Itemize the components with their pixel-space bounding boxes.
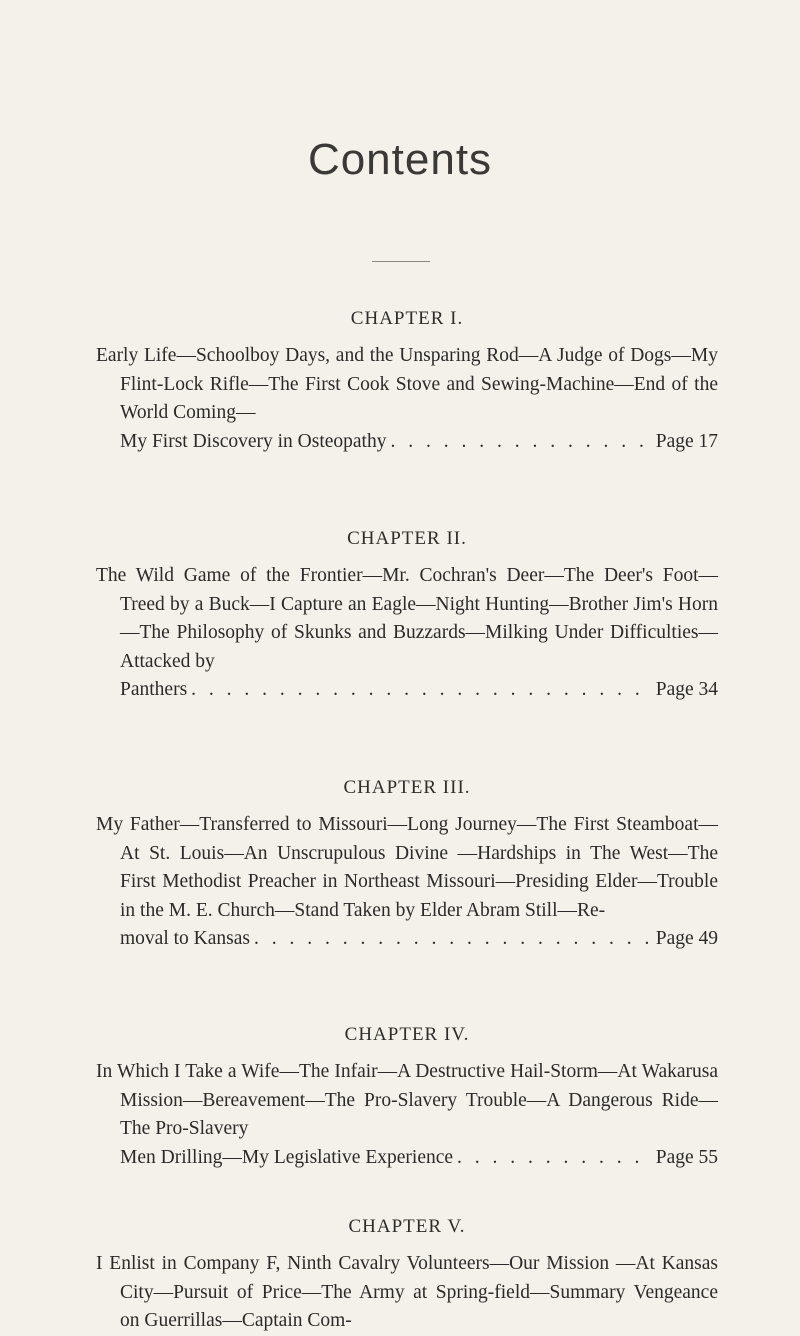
dot-leader — [390, 428, 651, 457]
toc-entry-line[interactable] — [120, 676, 718, 705]
chapter-5 — [96, 1216, 718, 1336]
chapter-summary — [96, 562, 718, 705]
chapter-4 — [96, 1024, 718, 1172]
dot-leader — [457, 1144, 652, 1173]
chapter-summary — [96, 811, 718, 954]
page-title: Contents — [307, 135, 493, 184]
page-reference: Page 49 — [655, 928, 718, 950]
toc-entry-line[interactable] — [120, 1144, 718, 1173]
chapter-summary-text: The Wild Game of the Frontier—Mr. Cochran's Deer—The Deer's Foot—Treed by a Buck—I Capture an Eagle—Night Hunting—Brother Jim's Horn—The Philosophy of Skunks and Buzzards—Milking Under Difficulties—Attacked by — [96, 565, 718, 672]
chapter-heading: CHAPTER III. — [343, 777, 471, 798]
chapter-summary-last-line: moval to Kansas — [120, 928, 250, 950]
chapter-heading: CHAPTER I. — [350, 308, 464, 329]
chapter-summary-text: In Which I Take a Wife—The Infair—A Destructive Hail-Storm—At Wakarusa Mission—Bereavement—The Pro-Slavery Trouble—A Dangerous Ride—The Pro-Slavery — [96, 1061, 718, 1140]
chapter-summary-last-line: Men Drilling—My Legislative Experience — [120, 1146, 454, 1168]
chapter-summary — [96, 1250, 718, 1336]
page-reference: Page 17 — [655, 430, 718, 452]
toc-entry-line[interactable] — [120, 428, 718, 457]
chapter-heading: CHAPTER IV. — [344, 1024, 470, 1045]
chapter-summary-last-line: Panthers — [120, 679, 188, 701]
chapter-3 — [96, 777, 718, 954]
chapter-1 — [96, 308, 718, 456]
chapter-summary-text: My Father—Transferred to Missouri—Long Journey—The First Steamboat—At St. Louis—An Unscrupulous Divine —Hardships in The West—The First Methodist Preacher in Northeast Missouri—Presiding Elder—Trouble in the M. E. Church—Stand Taken by Elder Abram Still—Re- — [96, 814, 718, 921]
chapter-summary-last-line: My First Discovery in Osteopathy — [120, 430, 387, 452]
dot-leader — [254, 925, 652, 954]
dot-leader — [191, 676, 652, 705]
chapter-summary — [96, 1058, 718, 1172]
chapter-2 — [96, 528, 718, 705]
chapter-heading: CHAPTER V. — [348, 1216, 466, 1237]
page-reference: Page 55 — [655, 1146, 718, 1168]
chapter-heading: CHAPTER II. — [347, 528, 467, 549]
chapter-summary — [96, 342, 718, 456]
chapter-summary-text: Early Life—Schoolboy Days, and the Unsparing Rod—A Judge of Dogs—My Flint-Lock Rifle—The First Cook Stove and Sewing-Machine—End of the World Coming— — [96, 345, 718, 424]
toc-entry-line[interactable] — [120, 925, 718, 954]
title-divider — [372, 261, 430, 262]
chapter-summary-text: I Enlist in Company F, Ninth Cavalry Volunteers—Our Mission —At Kansas City—Pursuit of Price—The Army at Spring-field—Summary Vengeance on Guerrillas—Captain Com- — [96, 1253, 718, 1332]
page-reference: Page 34 — [655, 679, 718, 701]
